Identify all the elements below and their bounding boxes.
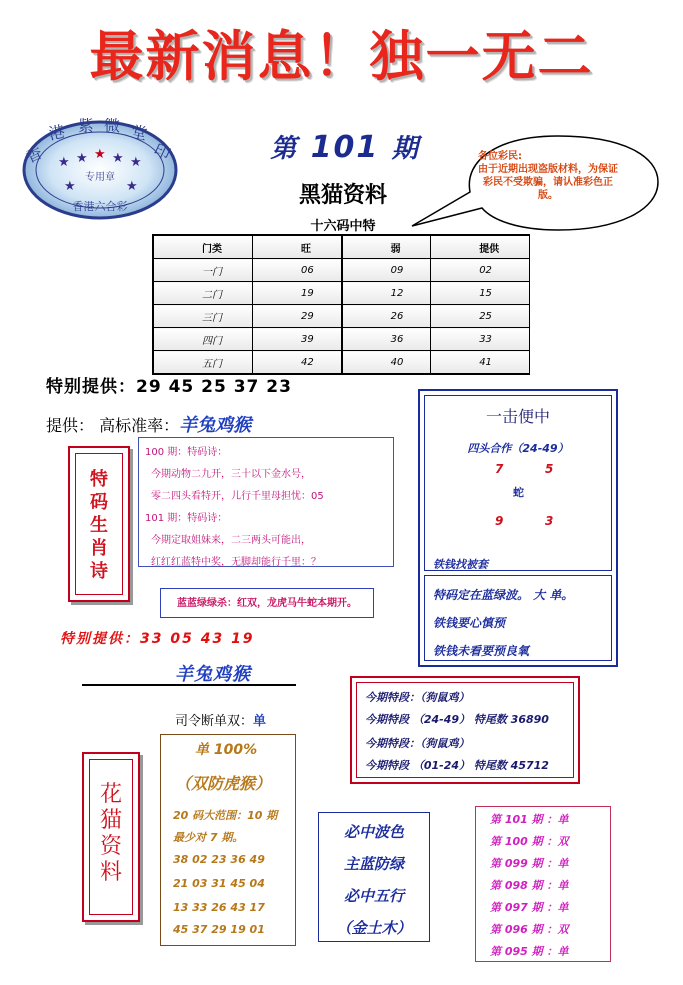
table-header-cell: 弱 <box>342 235 431 259</box>
table-cell: 二门 <box>153 282 253 305</box>
odd-even-label: 司令断单双： <box>175 714 254 729</box>
poem-title-char: 肖 <box>90 538 108 559</box>
yellow-line: 单 100% <box>195 742 258 758</box>
svg-text:香: 香 <box>22 142 46 167</box>
seal-center-text: 专用章 <box>85 172 115 183</box>
table-cell: 02 <box>431 259 530 282</box>
one-hit-zodiac: 蛇 <box>513 486 524 499</box>
svg-text:★: ★ <box>130 155 142 170</box>
segment-line: 今期特段：（狗鼠鸡） <box>365 737 470 750</box>
poem-line: 零二四头看特开，儿行千里母担忧：05 <box>151 491 324 502</box>
one-hit-number: 7 <box>495 462 504 476</box>
svg-text:★: ★ <box>58 155 70 170</box>
gate-table <box>152 234 530 375</box>
special-segment-box <box>350 676 580 784</box>
table-cell: 09 <box>342 259 431 282</box>
svg-text:★: ★ <box>76 151 88 166</box>
seal-stamp-image <box>20 118 180 222</box>
issue-prefix: 第 <box>270 134 299 164</box>
table-cell: 一门 <box>153 259 253 282</box>
notice-text <box>478 150 618 202</box>
poem-line: 今期动物二九开，三十以下金水号， <box>151 469 311 480</box>
table-row <box>153 259 530 282</box>
color-element-line: 必中五行 <box>343 887 404 905</box>
notice-line-1: 各位彩民: <box>478 151 522 162</box>
table-cell: 12 <box>342 282 431 305</box>
one-hit-number: 3 <box>545 514 554 528</box>
yellow-line: 38 02 23 36 49 <box>173 853 265 866</box>
svg-text:紫: 紫 <box>78 118 95 135</box>
zodiac-heading: 羊兔鸡猴 <box>175 664 251 685</box>
one-hit-line: 特码定在蓝绿波。 大 单。 <box>433 588 574 602</box>
segment-line: 今期特段：（狗鼠鸡） <box>365 691 470 704</box>
special-provide-1 <box>46 372 292 397</box>
issue-number-value: 101 <box>310 130 380 165</box>
notice-line-2: 由于近期出现盗版材料，为保证彩民不受欺骗，请认准彩色正版。 <box>478 164 618 201</box>
table-header-cell: 门类 <box>153 235 253 259</box>
poem-line: 今期定取姐妹来，二三两头可能出， <box>151 535 311 546</box>
odd-even-value: 单 <box>253 714 267 729</box>
svg-text:★: ★ <box>64 179 76 194</box>
one-hit-lower <box>424 575 612 661</box>
yellow-line: （双防虎猴） <box>175 774 272 793</box>
special-label: 特别提供： <box>46 377 136 397</box>
table-cell: 41 <box>431 351 530 375</box>
table-row <box>153 305 530 328</box>
yellow-line: 21 03 31 45 04 <box>173 877 265 890</box>
svg-text:堂: 堂 <box>129 121 149 144</box>
flower-cat-char: 花 <box>99 782 122 807</box>
table-cell: 25 <box>431 305 530 328</box>
one-hit-tip: 铁钱找被套 <box>433 558 488 571</box>
table-row <box>153 351 530 375</box>
svg-text:港: 港 <box>47 121 67 144</box>
table-cell: 26 <box>342 305 431 328</box>
history-item: 第 098 期 ：单 <box>490 879 569 892</box>
table-cell: 19 <box>253 282 342 305</box>
special-provide-2: 特别提供：33 05 43 19 <box>60 631 255 647</box>
table-cell: 四门 <box>153 328 253 351</box>
table-cell: 15 <box>431 282 530 305</box>
table-cell: 33 <box>431 328 530 351</box>
segment-line: 今期特段 （24-49） 特尾数 36890 <box>365 713 549 726</box>
poem-title-char: 生 <box>90 515 108 536</box>
color-element-box <box>318 812 430 942</box>
one-hit-line: 铁钱要心慎预 <box>433 616 506 630</box>
issue-number <box>270 128 420 165</box>
divider <box>82 684 296 686</box>
one-hit-upper <box>424 395 612 571</box>
odd-even-line <box>175 710 266 729</box>
yellow-prediction-box <box>160 734 296 946</box>
svg-text:印: 印 <box>150 139 174 164</box>
svg-text:★: ★ <box>112 151 124 166</box>
history-box <box>475 806 611 962</box>
flower-cat-box <box>82 752 140 922</box>
table-header-row <box>153 235 530 259</box>
table-cell: 40 <box>342 351 431 375</box>
page-title: 最新消息！独一无二 <box>89 24 594 88</box>
yellow-line: 45 37 29 19 01 <box>173 923 265 936</box>
color-element-line: （金土木） <box>336 919 412 937</box>
provide-zodiac: 羊兔鸡猴 <box>179 415 252 436</box>
history-item: 第 096 期 ：双 <box>490 923 569 936</box>
table-cell: 29 <box>253 305 342 328</box>
issue-suffix: 期 <box>391 134 420 164</box>
one-hit-line: 铁钱未看要预良氧 <box>433 644 530 658</box>
table-cell: 42 <box>253 351 342 375</box>
table-row <box>153 282 530 305</box>
poem-line: 红红红蓝特中奖，无脚却能行千里：？ <box>151 557 321 568</box>
one-hit-number: 9 <box>495 514 504 528</box>
one-hit-combo: 四头合作（24-49） <box>467 442 569 455</box>
poem-line: 101 期：特码诗： <box>145 513 228 524</box>
table-row <box>153 328 530 351</box>
table-cell: 06 <box>253 259 342 282</box>
yellow-line: 20 码大范围：10 期 <box>173 809 278 822</box>
seal-bottom-text: 香港六合彩 <box>72 200 128 213</box>
svg-text:微: 微 <box>104 118 121 135</box>
poem-line: 100 期：特码诗： <box>145 447 228 458</box>
svg-text:★: ★ <box>94 147 106 162</box>
poem-title-char: 码 <box>90 492 108 513</box>
color-element-line: 主蓝防绿 <box>343 855 404 873</box>
color-element-line: 必中波色 <box>343 823 404 841</box>
table-header-cell: 旺 <box>253 235 342 259</box>
svg-text:★: ★ <box>126 179 138 194</box>
table-cell: 39 <box>253 328 342 351</box>
provide-line <box>46 411 251 437</box>
table-cell: 三门 <box>153 305 253 328</box>
poem-title-char: 诗 <box>90 561 108 582</box>
poem-box <box>138 437 394 567</box>
history-item: 第 097 期 ：单 <box>490 901 569 914</box>
black-cat-title: 黑猫资料 <box>298 182 387 208</box>
provide-label: 提供： 高标准率： <box>46 416 180 435</box>
history-item: 第 101 期 ：单 <box>490 813 569 826</box>
one-hit-title: 一击便中 <box>485 407 550 426</box>
one-hit-number: 5 <box>545 462 554 476</box>
yellow-line: 13 33 26 43 17 <box>173 901 265 914</box>
special-numbers: 29 45 25 37 23 <box>136 377 292 397</box>
history-item: 第 095 期 ：单 <box>490 945 569 958</box>
flower-cat-char: 猫 <box>99 808 122 833</box>
kill-box: 蓝蓝绿绿杀：红双，龙虎马牛蛇本期开。 <box>160 588 374 618</box>
table-cell: 36 <box>342 328 431 351</box>
flower-cat-char: 资 <box>99 834 122 859</box>
history-item: 第 099 期 ：单 <box>490 857 569 870</box>
segment-line: 今期特段 （01-24） 特尾数 45712 <box>365 759 549 772</box>
table-header-cell: 提供 <box>431 235 530 259</box>
yellow-line: 最少对 7 期。 <box>173 831 244 844</box>
black-cat-subtitle: 十六码中特 <box>310 219 376 234</box>
one-hit-box <box>418 389 618 667</box>
flower-cat-char: 料 <box>99 860 122 885</box>
poem-title-char: 特 <box>90 469 108 490</box>
poem-title-box <box>68 446 130 602</box>
table-cell: 五门 <box>153 351 253 375</box>
history-item: 第 100 期 ：双 <box>490 835 569 848</box>
